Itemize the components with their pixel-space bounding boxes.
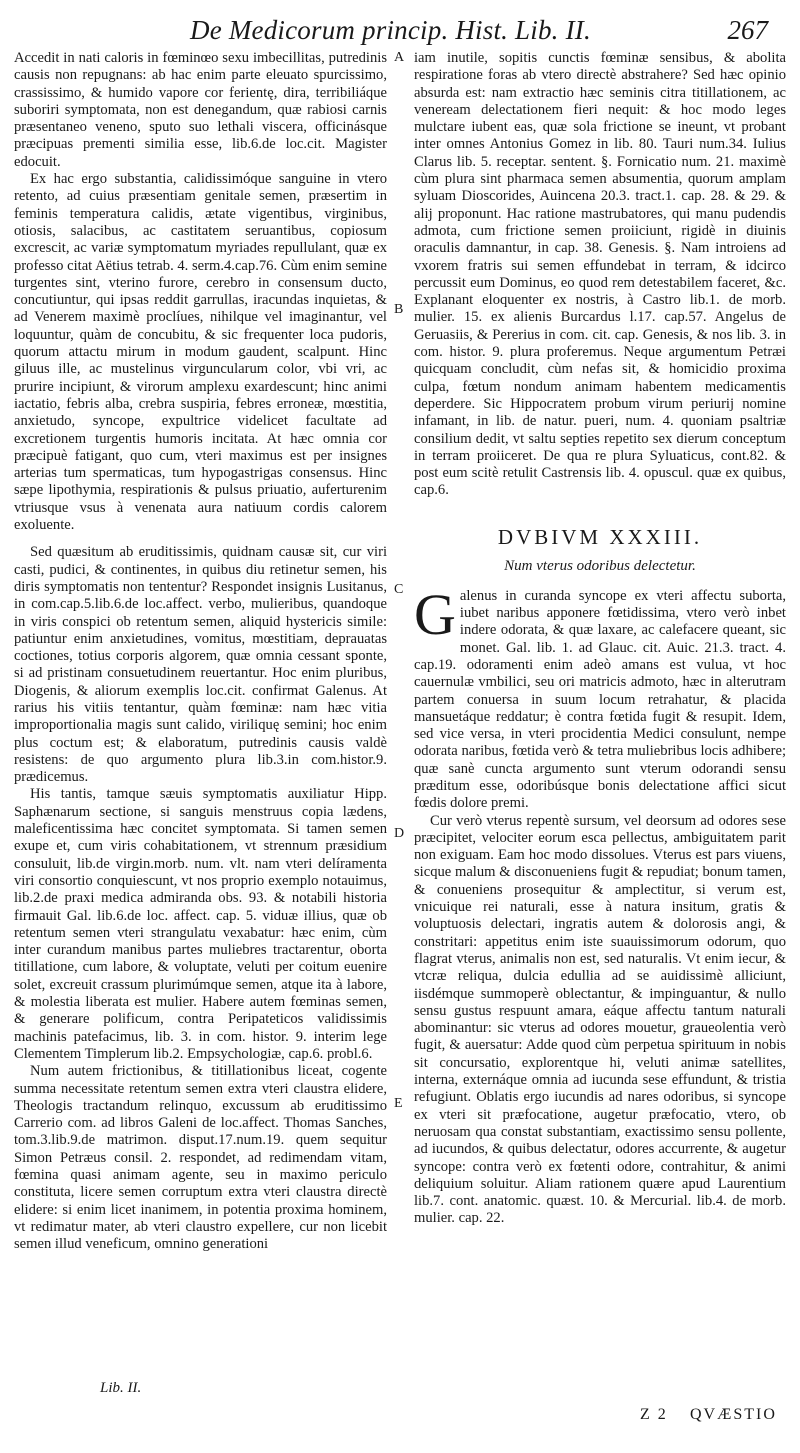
page-header — [190, 14, 790, 48]
right-paragraph-1: iam inutile, sopitis cunctis fœminæ sensibus, & abolita respiratione foras ab vtero directè abstrahere? Sed hæc opinio absurda est: nam extractio hæc seminis citra titillationem, ac veneream delectationem fieri nequit: & hoc modo leges mulctare iubent eas, quæ sola frictione se ineunt, vt probant inter omnes Antonius Gomez in lib. 80. Tauri num.34. Iulius Clarus lib. 5. receptar. sentent. §. Fornicatio num. 21. maximè cùm plura sint pharmaca semen absumentia, quorum amplam syluam Dioscorides, Auincena 20.3. tract.1. cap. 28. & 29. & alij proponunt. Hac ratione mastrubatores, qui manu pudendis admota, cum frictione semen proiiciunt, rigidè in diuinis oraculis damnantur, in cap. 38. Genesis. §. Nam introiens ad vxorem fratris sui semen effundebat in terram, & idcirco percussit eum Dominus, eo quod rem detestabilem faceret, &c. Explanant eloquenter ex nostris, à Castro lib.1. de morb. mulier. 15. ex alienis Burcardus l.17. cap.57. Angelus de Geruasiis, & Pererius in com. cit. cap. Genesis, & nos lib. 3. in com. histor. 9. plura proferemus. Neque argumentum Petræi quicquam concludit, cùm nefas sit, & homicidio proxima culpa, fœtum nondum animam habentem medicamentis deperdere. Sic Hippocratem probum virum periurij nomine infamant, in lib. de natur. pueri, num. 4. quoniam psaltriæ consilium dedit, vt saltu septies repetito sex dierum conceptum in terram proiiceret. De qua re plura Syluaticus, cont.82. & post eum scitè retulit Castrensis lib. 4. opuscul. quæ ex quibus, cap.6. — [414, 50, 786, 499]
margin-letter-a: A — [394, 50, 405, 65]
dubium-paragraph-1 — [414, 581, 786, 813]
margin-letter-c: C — [394, 582, 404, 597]
running-title: De Medicorum princip. Hist. Lib. II. — [190, 15, 591, 45]
left-paragraph-5: Num autem frictionibus, & titillationibus liceat, cogente summa necessitate retentum semen extra vteri claustra elidere, Theologis tractandum relinquo, excussum ab eruditissimo Carrerio com. ad libros Galeni de loc.affect. Thomas Sanches, tom.3.lib.9.de matrimon. disput.17.num.19. quem sequitur Simon Petræus consil. 2. respondet, ad redimendam vitam, fœmina quasi animam agente, seu in maximo periculo constituta, licere semen corruptum extra vteri claustra directè elidere: si enim licet inanimem, in potentia proxima hominem, vt redimatur mater, ab vteri claustro expellere, cur non licebit semen illud veneficum, omnino generationi — [14, 1063, 387, 1253]
left-paragraph-2: Ex hac ergo substantia, calidissimóque sanguine in vtero retento, ad cuius præsentiam genitale semen, præsertim in feminis temperatura calidis, ætate vigentibus, virginibus, otiosis, salacibus, ac castitatem seruantibus, copiosum excrescit, ac variæ symptomatum myriades repullulant, quæ ex professo citat Aëtius tetrab. 4. serm.4.cap.76. Cùm enim semine turgentes sint, vterino furore, cerebro in consensum ducto, concutiuntur, qui ipsas reddit garrullas, iracundas inquietas, & ad Venerem maximè proclíues, nihilque vel imaginantur, vel loquuntur, quàm de concubitu, & sic frequenter loca pudoris, quorum attactu mirum in modum gaudent, scalpunt. Hinc giluus ille, ac mustelinus virguncularum color, vbi vri, ac prurire incipiunt, & virorum amplexu exardescunt; hinc animi iactatio, febris alba, crebra suspiria, febres erroneæ, mœstitia, anxietudo, syncope, expultrice videlicet facultate ad excretionem turgentis humoris incitata. At hæc omnia cor præcipuè fatigant, quo cum, vteri maximus est per insignes arterias tum spermaticas, tum hypogastrigas consensus. Hinc sæpe lipothymia, respirationis & pulsus priuatio, auferturenim vtriusque vsus à venenata aura natiuum cordis calorem exoluente. — [14, 171, 387, 534]
margin-letter-d: D — [394, 826, 405, 841]
margin-letter-b: B — [394, 302, 404, 317]
page-number: 267 — [727, 15, 768, 45]
left-paragraph-1: Accedit in nati caloris in fœminœo sexu imbecillitas, putredinis causis non repugnans: ab hac enim parte eleuato spurcissimo, crassissimo, & humido vapore cor ferientę, dira, terribiliáque suboriri symptomata, non est denegandum, quæ rabiosi carnis præsentaneo veneno, sputo suo lethali viscera, officinásque præcipuas prementi similia esse, lib.6.de loc.cit. Magister edocuit. — [14, 50, 387, 170]
left-paragraph-4: His tantis, tamque sæuis symptomatis auxiliatur Hipp. Saphænarum sectione, si sanguis menstruus copia lædens, maleficentissima hæc concitet symptomata. Si tamen semen exupe et, cum viris cohabitationem, vt strennum præsidium consuluit, lib.de virgin.morb. num. vlt. nam vteri delíramenta viri consortio conquiescunt, vt nos proprio exemplo notauimus, lib.2.de praxi medica admiranda obs. 93. & notabili historia firmauit Gal. lib.6.de loc. affect. cap. 5. viduæ illius, quæ ob retentum semen vteri strangulatu vexabatur: hæc enim, cùm inter curandum manibus partes muliebres tractarentur, oborta titillatione, cum labore, & voluptate, veluti per coitum euenire solet, excreuit crassum plurimúmque semen, atque ita à labore, & molestia liberata est mulier. Habere autem fœminas semen, & generare polificum, contra Peripateticos validissimis machinis patefacimus, lib. 3. in com. histor. 9. interim lege Clementem Timplerum lib.2. Empsychologiæ, cap.6. probl.6. — [14, 786, 387, 1062]
dubium-paragraph-2: Cur verò vterus repentè sursum, vel deorsum ad odores sese præcipitet, velociter eorum esca pellectus, ambiguitatem parit non exiguam. Eam hoc modo dissolues. Vterus est pars viuens, sicque malum & disconueniens fugit & repudiat; bonum tamen, & conueniens prosequitur & amplectitur, si verum est, vnicuique rei naturali, esse à natura insitum, gratis & voluptuosis delectari, ingratis autem & dolorosis angi, & constritari: appetitus enim iste suauissimorum odorum, quo flagrat vterus, animalis non est, sed naturalis. Vt enim iecur, & vtcræ reliqua, dulcia edullia ad se auidissimè alliciunt, iisdémque summoperè oblectantur, & impinguantur, & nullo sensu gustus respuunt amara, eáque affectu tantum naturali abominantur: sic vterus ad odores mouetur, graueolentia verò fugit, & auersatur: Adde quod cùm perpetua spirituum in nobis sit concursatio, explorentque hi, veluti animæ satellites, interna, externáque omnia ad iucunda sese effundunt, & tristia refugiunt. Oblatis ergo iucundis ad nares odoribus, si syncope ex vteri sit præfocatione, augetur præfocatio, vtero, ob neruosam qua constat substantiam, exactissimo sensu pollente, ad iucundos, & quibus delectatur, odores accurrente, & augetur syncope: contra verò ex fœtenti odore, contrahitur, & animi deliquium soluitur. Aliam rationem quære apud Laurentium lib.7. cont. anatomic. quæst. 10. & Mercurial. lib.4. de morb. mulier. cap. 22. — [414, 812, 786, 1227]
footer-book-label: Lib. II. — [100, 1380, 142, 1396]
signature-mark: Z 2 — [640, 1406, 668, 1423]
section-subtitle: Num vterus odoribus delectetur. — [504, 557, 696, 574]
left-column — [14, 50, 387, 1253]
left-paragraph-3: Sed quæsitum ab eruditissimis, quidnam causæ sit, cur viri casti, pudici, & continentes, in quibus diu retinetur semen, his diris symptomatis non tententur? Respondet insignis Lusitanus, in com.cap.5.lib.6.de loc.affect. verbo, mulieribus, quandoque in viris conspici ob retentum semen, aliquid hystericis simile: patiuntur enim anxietudines, vomitus, mœstitiam, deprauatas coctiones, totius corporis algorem, quæ omnia cessant sponte, si ad pristinam consuetudinem reuertantur. Hoc enim pluribus, Diogenis, & aliorum exemplis loc.cit. confirmat Galenus. At rarius his vitiis tentantur, quàm fœminæ: nam hæc vitia improportionalia magis sunt calido, viriliquę semini; hoc enim plus coctum est; & elaboratum, putredinis causis valdè resistens: de quo argumento plura lib.3.in com.histor.9. prædicemus. — [14, 544, 387, 786]
drop-cap-initial: G — [414, 581, 456, 647]
catchword: QVÆSTIO — [690, 1406, 777, 1423]
dubium-paragraph-1-text: alenus in curanda syncope ex vteri affectu suborta, iubet naribus apponere fœtidissima, vtero verò inbet indere odorata, & quæ laxare, ac calefacere queant, sic monet. Gal. lib. 1. ad Glauc. cit. Auic. 21.3. tract. 4. cap.19. odoramenti enim adeò amans est vulua, vt hoc cauernulæ vmbilici, seu ori matricis admoto, hæc in alterutram partem conuersa in suum locum retrahatur, & placida mansuetáque reddatur; è contra fœtida fugit & resupit. Idem, sed vice versa, in vteri procidentia Medici consulunt, nempe odorata naribus, fœtida verò & tetra muliebribus locis adhibere; quæ sanè cuncta argumento sunt vterum odorandi sensu præditum esse, odoribúsque bonis delectatione affici sicut fœdis dolore premi. — [414, 587, 786, 812]
right-column — [414, 50, 786, 1228]
margin-letter-e: E — [394, 1096, 403, 1111]
section-title: DVBIVM XXXIII. — [497, 524, 703, 549]
